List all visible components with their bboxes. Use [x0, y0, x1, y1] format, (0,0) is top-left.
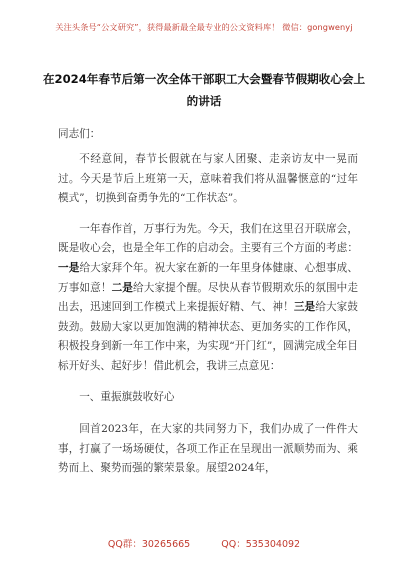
paragraph-2-text-d: 给大家提个醒。尽快从春节假期欢乐的氛围中走出去，迅速回到工作模式上来提振好精、气、神！	[58, 281, 358, 314]
salutation: 同志们：	[58, 128, 101, 140]
paragraph-2-text-e: 给大家鼓鼓劲。鼓励大家以更加饱满的精神状态、更加务实的工作作风，积极投身到新一年工作中来，为实现“开门红”，圆满完成全年目标开好头、起好步！借此机会，我讲三点意见：	[58, 301, 358, 372]
paragraph-3: 回首2023年，在大家的共同努力下，我们办成了一件件大事，打赢了一场场硬仗，各项工作正在呈现出一派顺势而为、乘势而上、聚势而强的繁荣景象。展望2024年，	[58, 423, 358, 475]
paragraph-2	[58, 220, 358, 377]
section-heading-1: 一、重振旗鼓收好心	[79, 390, 175, 403]
paragraph-2-text-c: 给大家拜个年。祝大家在新的一年里身体健康、心想事成、万事如意！	[58, 261, 358, 294]
paragraph-2-text-a: 一年春作首，万事行为先。今天，我们在这里召开联席会，既是收心会，也是全年工作的启动会。主要有三个方面的考虑：	[58, 222, 358, 255]
document-body	[58, 150, 358, 490]
footer-contacts	[0, 536, 408, 550]
footer-qq: QQ：535304092	[221, 539, 301, 550]
point-one-label: 一是	[58, 261, 80, 274]
footer-qq-group: QQ群：30265665	[107, 539, 191, 550]
paragraph-1: 不经意间，春节长假就在与家人团聚、走亲访友中一晃而过。今天是节后上班第一天，意味着我们将从温馨惬意的“过年模式”，切换到奋勇争先的“工作状态”。	[58, 153, 358, 205]
point-two-label: 二是	[111, 281, 134, 294]
point-three-label: 三是	[293, 301, 316, 314]
header-note: 关注头条号“公文研究”，获得最新最全最专业的公文资料库！ 微信：gongwenyj	[55, 22, 353, 32]
document-title: 在2024年春节后第一次全体干部职工大会暨春节假期收心会上的讲话	[42, 72, 366, 108]
